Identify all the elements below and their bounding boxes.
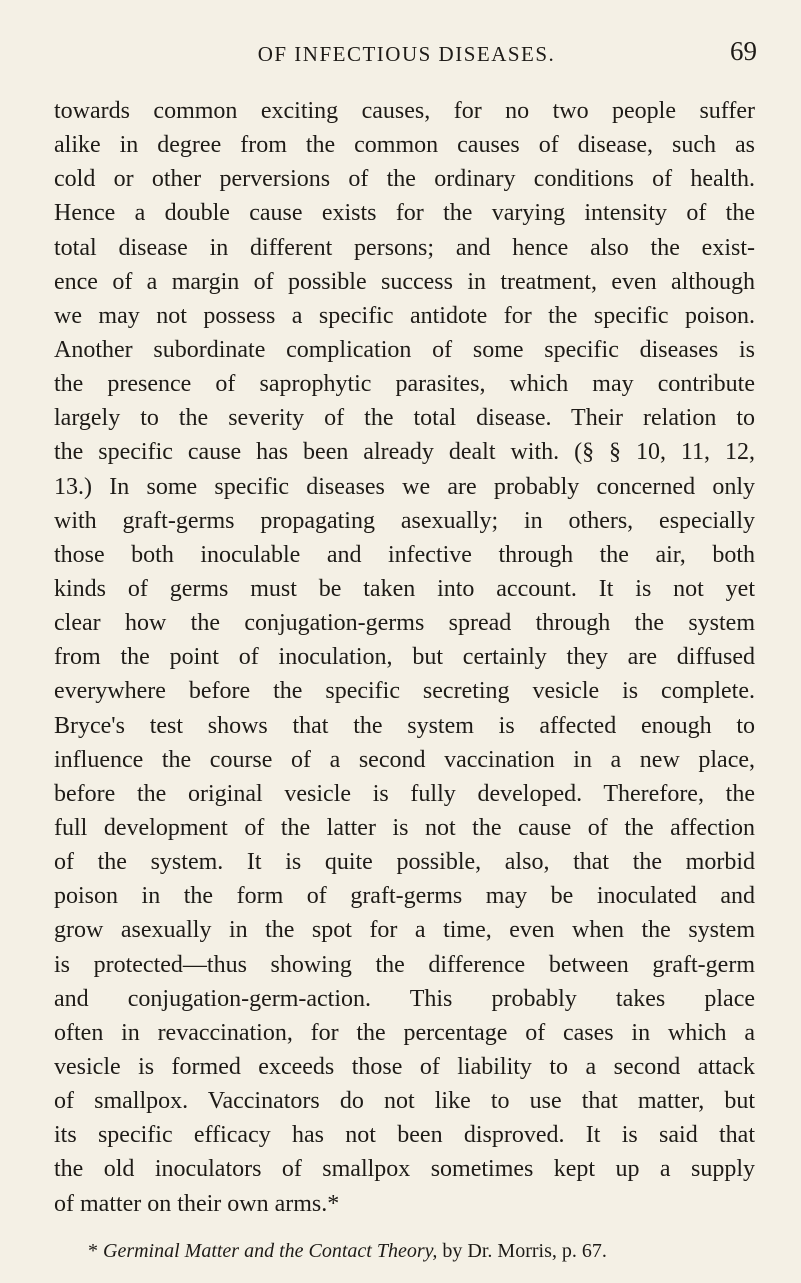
footnote-citation: by Dr. Morris, p. 67. (442, 1240, 607, 1262)
text-line: total disease in different persons; and hence also the exist- (54, 234, 755, 261)
text-line: kinds of germs must be taken into account. It is not yet (54, 575, 755, 602)
text-line: its specific efficacy has not been disproved. It is said that (54, 1122, 755, 1149)
text-line: 13.) In some specific diseases we are probably concerned only (54, 473, 755, 500)
text-line: Hence a double cause exists for the varying intensity of the (54, 200, 755, 227)
text-line: with graft-germs propagating asexually; in others, especially (54, 507, 755, 534)
text-line: cold or other perversions of the ordinary conditions of health. (54, 166, 755, 193)
text-line: the specific cause has been already dealt with. (§ § 10, 11, 12, (54, 439, 755, 466)
text-line: the old inoculators of smallpox sometimes kept up a supply (54, 1156, 755, 1183)
text-line: of matter on their own arms.* (54, 1190, 340, 1217)
text-line: alike in degree from the common causes of disease, such as (54, 132, 755, 159)
footnote-marker: * (88, 1240, 98, 1262)
text-line: Bryce's test shows that the system is affected enough to (54, 712, 755, 739)
text-line: we may not possess a specific antidote for the specific poison. (54, 302, 755, 329)
text-line: poison in the form of graft-germs may be inoculated and (54, 883, 755, 910)
text-line: the presence of saprophytic parasites, which may contribute (54, 371, 755, 398)
page-number: 69 (730, 36, 757, 66)
page-header (54, 36, 759, 76)
footnote-title: Germinal Matter and the Contact Theory, (103, 1240, 438, 1262)
text-line: vesicle is formed exceeds those of liability to a second attack (54, 1053, 755, 1080)
text-line: of smallpox. Vaccinators do not like to use that matter, but (54, 1088, 755, 1115)
text-line: before the original vesicle is fully developed. Therefore, the (54, 780, 755, 807)
text-line: those both inoculable and infective through the air, both (54, 541, 755, 568)
text-line: and conjugation-germ-action. This probably takes place (54, 985, 755, 1012)
text-line: full development of the latter is not the cause of the affection (54, 814, 755, 841)
running-head: OF INFECTIOUS DISEASES. (257, 42, 556, 66)
footnote (88, 1238, 758, 1264)
text-line: grow asexually in the spot for a time, even when the system (54, 917, 755, 944)
text-line: Another subordinate complication of some specific diseases is (54, 336, 755, 363)
text-line: ence of a margin of possible success in treatment, even although (54, 268, 755, 295)
text-line: influence the course of a second vaccination in a new place, (54, 746, 755, 773)
text-line: towards common exciting causes, for no two people suffer (54, 98, 755, 124)
text-line: often in revaccination, for the percentage of cases in which a (54, 1019, 755, 1046)
text-line: largely to the severity of the total disease. Their relation to (54, 405, 755, 432)
text-line: from the point of inoculation, but certainly they are diffused (54, 644, 755, 671)
text-line: everywhere before the specific secreting vesicle is complete. (54, 678, 755, 705)
text-line: is protected—thus showing the difference between graft-germ (54, 951, 755, 978)
body-paragraph (54, 94, 755, 1221)
text-line: clear how the conjugation-germs spread through the system (54, 610, 755, 637)
text-line: of the system. It is quite possible, also, that the morbid (54, 849, 755, 876)
